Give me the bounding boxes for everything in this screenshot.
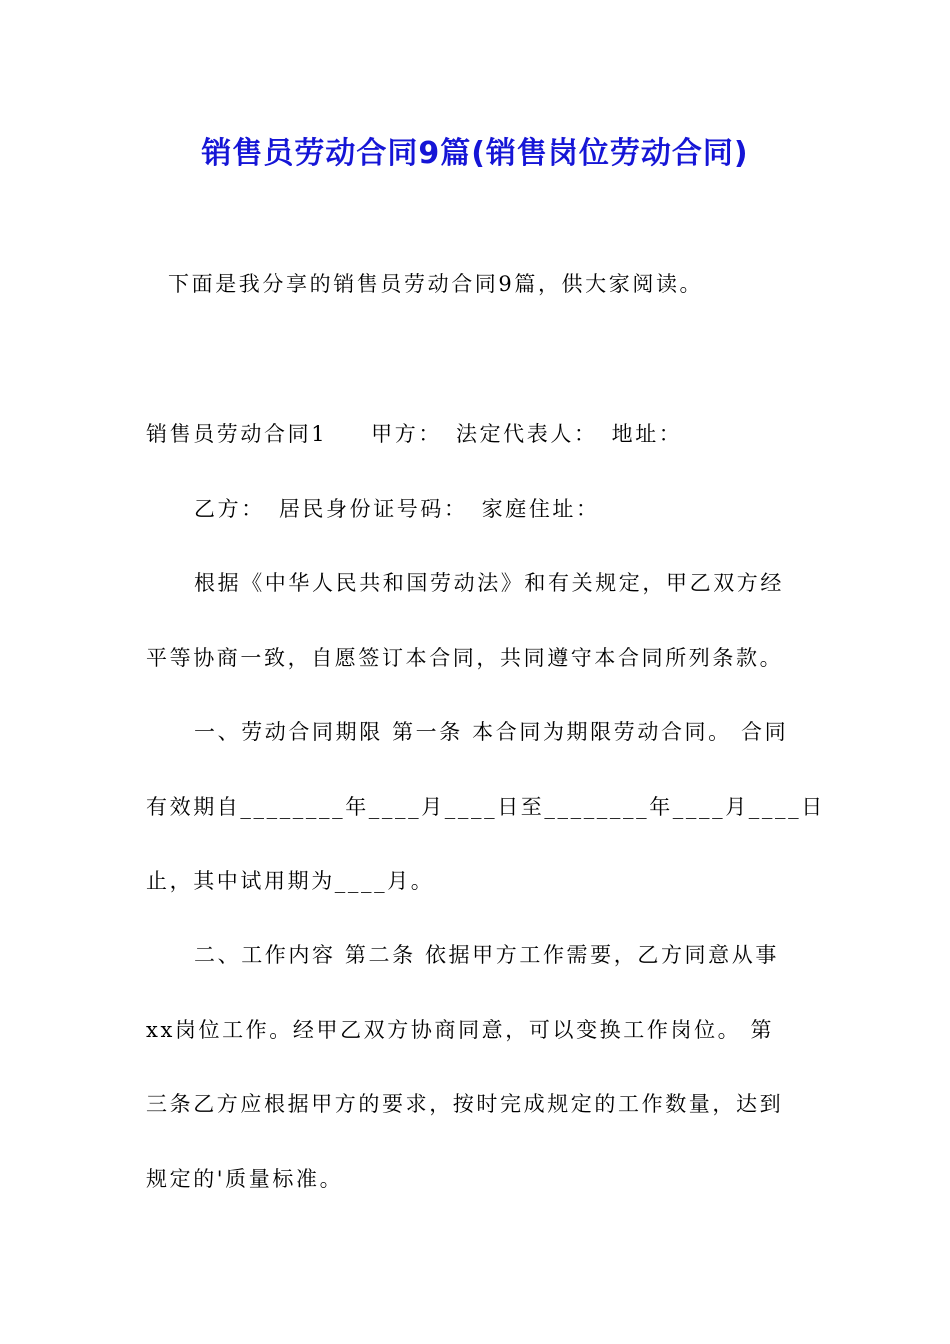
body-line: 二、工作内容 第二条 依据甲方工作需要，乙方同意从事 bbox=[194, 943, 779, 967]
body-line: 平等协商一致，自愿签订本合同，共同遵守本合同所列条款。 bbox=[146, 646, 784, 670]
home-address-label: 家庭住址： bbox=[481, 497, 600, 521]
body-line: xx岗位工作。经甲乙双方协商同意，可以变换工作岗位。 第 bbox=[146, 1018, 775, 1042]
body-line: 根据《中华人民共和国劳动法》和有关规定，甲乙双方经 bbox=[194, 571, 784, 595]
body-line: 三条乙方应根据甲方的要求，按时完成规定的工作数量，达到 bbox=[146, 1092, 784, 1116]
party-b-label: 乙方： bbox=[194, 497, 265, 521]
body-line: 止，其中试用期为____月。 bbox=[146, 869, 435, 893]
document-title: 销售员劳动合同9篇(销售岗位劳动合同) bbox=[201, 136, 749, 171]
id-number-label: 居民身份证号码： bbox=[278, 497, 468, 521]
legal-representative-label: 法定代表人： bbox=[455, 422, 598, 446]
body-line: 一、劳动合同期限 第一条 本合同为期限劳动合同。 合同 bbox=[194, 720, 789, 744]
body-line: 有效期自________年____月____日至________年____月____日 bbox=[146, 795, 825, 819]
address-label: 地址： bbox=[611, 422, 683, 446]
contract-header-line bbox=[146, 419, 682, 449]
party-a-label: 甲方： bbox=[371, 422, 442, 446]
intro-paragraph: 下面是我分享的销售员劳动合同9篇，供大家阅读。 bbox=[168, 272, 704, 296]
contract-heading: 销售员劳动合同1 bbox=[146, 422, 328, 446]
party-b-line bbox=[194, 494, 600, 524]
body-line: 规定的'质量标准。 bbox=[146, 1167, 344, 1191]
